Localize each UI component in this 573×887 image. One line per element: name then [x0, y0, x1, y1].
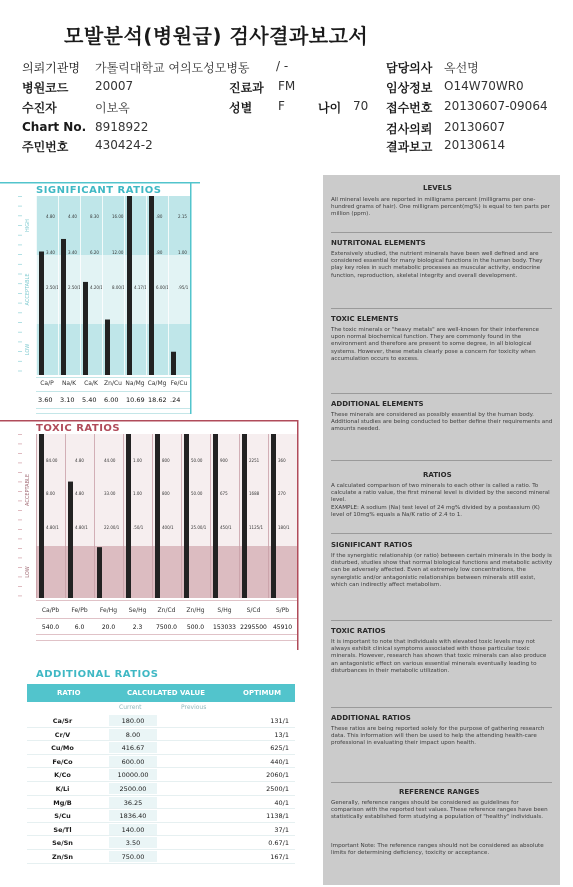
divider [331, 308, 552, 309]
request-value: 20130607 [444, 120, 506, 134]
dept-value: FM [278, 79, 296, 93]
sig-bar [83, 282, 88, 375]
tox-scale-mid: 800 [162, 491, 170, 496]
col-optimum: OPTIMUM [243, 689, 282, 697]
additional-ratios-title: ADDITIONAL RATIOS [36, 669, 159, 680]
sig-axis-tick [18, 342, 22, 343]
sig-zone-high [36, 196, 190, 255]
sig-axis-tick [18, 371, 22, 372]
ratio-optimum: 13/1 [274, 730, 289, 739]
sex-value: F [278, 99, 285, 113]
ratio-current: 10000.00 [109, 769, 157, 780]
tox-column-divider [210, 434, 211, 598]
sig-axis-tick [18, 245, 22, 246]
table-row [27, 741, 295, 755]
tox-bar [97, 547, 102, 598]
page-title: 모발분석(병원급) 검사결과보고서 [64, 24, 369, 48]
sig-table-line [36, 377, 190, 378]
tox-scale-mid: 33.00 [104, 491, 116, 496]
significant-ratios-title: SIGNIFICANT RATIOS [36, 185, 162, 196]
sig-bar [149, 196, 154, 375]
additional-table-body [27, 714, 295, 864]
sig-category-label: Zn/Cu [104, 380, 122, 387]
tox-axis-tick [18, 463, 22, 464]
sig-value-label: 10.69 [126, 396, 145, 404]
sig-axis-tick [18, 264, 22, 265]
sub-previous: Previous [181, 704, 207, 711]
ratio-current: 416.67 [109, 742, 157, 753]
tox-axis-tick [18, 529, 22, 530]
sig-zone-label: LOW [25, 343, 31, 356]
sig-scale-high: 4.80 [46, 214, 55, 219]
significant-info-title: SIGNIFICANT RATIOS [331, 541, 413, 549]
tox-scale-top: 2251 [249, 458, 260, 463]
ratio-current: 36.25 [109, 797, 157, 808]
chart-no-label: Chart No. [22, 120, 87, 134]
sig-category-label: Ca/P [40, 380, 54, 387]
tox-table-line [36, 618, 297, 619]
tox-axis-tick [18, 558, 22, 559]
ratio-name: Fe/Co [52, 757, 73, 766]
additional-ratios-table [27, 684, 295, 864]
ratio-name: K/Co [54, 771, 71, 780]
tox-scale-mid: 8.00 [46, 491, 55, 496]
tox-table-line [36, 634, 297, 635]
sig-value-label: 3.10 [60, 396, 75, 404]
table-row [27, 809, 295, 823]
nutritional-title: NUTRITONAL ELEMENTS [331, 239, 426, 247]
ratio-current: 2500.00 [109, 783, 157, 794]
sig-category-label: Ca/Mg [147, 380, 167, 387]
receipt-value: 20130607-09064 [444, 99, 548, 113]
toxic-elements-title: TOXIC ELEMENTS [331, 315, 399, 323]
table-row [27, 850, 295, 864]
tox-bar [39, 434, 44, 598]
toxic-info-text: It is important to note that individuals with elevated toxic levels may not always exhibit clinical symptoms associated with those particular toxic minerals. However, research has shown that toxic minerals can also produce an antagonistic effect on various essential minerals eventually leading to disturbances in their metabolic utilization. [331, 639, 547, 674]
ratio-name: Se/Sn [52, 839, 73, 848]
reference-title: REFERENCE RANGES [399, 788, 480, 796]
sig-axis-tick [18, 312, 22, 313]
tox-table-line [36, 600, 297, 601]
important-note: Important Note: The reference ranges should not be considered as absolute limits for determining deficiency, toxicity or acceptance. [331, 843, 544, 857]
toxic-info-title: TOXIC RATIOS [331, 627, 386, 635]
sig-column-divider [102, 196, 103, 375]
levels-text: All mineral levels are reported in milligrams percent (milligrams per one-hundred grams of hair). One milligram percent(mg%) is equal to ten parts per million (ppm). [331, 197, 550, 218]
table-row [27, 823, 295, 837]
tox-scale-low: 4.80/1 [46, 525, 59, 530]
levels-title: LEVELS [423, 184, 452, 192]
ratio-current: 600.00 [109, 756, 157, 767]
sig-axis-tick [18, 332, 22, 333]
sig-category-label: Na/K [61, 380, 77, 387]
tox-scale-top: 800 [162, 458, 170, 463]
ratio-current: 180.00 [109, 715, 157, 726]
tox-scale-top: 360 [278, 458, 286, 463]
sig-scale-mid: 3.40 [46, 250, 55, 255]
tox-value-label: 2295500 [240, 624, 267, 631]
tox-zone-label: ACCEPTABLE [25, 474, 31, 506]
ratio-optimum: 131/1 [270, 717, 289, 725]
ratio-optimum: 0.67/1 [268, 839, 289, 848]
tox-value-label: 153033 [213, 624, 236, 631]
request-label: 검사의뢰 [386, 122, 433, 136]
sig-scale-high: 2.15 [178, 214, 187, 219]
tox-bar [68, 482, 73, 598]
ratio-current: 1836.40 [109, 810, 157, 821]
sig-bar [171, 352, 176, 375]
sig-category-label: Fe/Cu [170, 380, 188, 387]
tox-scale-top: 84.00 [46, 458, 58, 463]
ratios-text: A calculated comparison of two minerals to each other is called a ratio. To calculate a ratio value, the first mineral level is divided by the second mineral level. [331, 483, 550, 504]
tox-category-label: S/Hg [217, 607, 232, 614]
tox-axis-tick [18, 577, 22, 578]
tox-bar [155, 434, 160, 598]
sig-table-line [36, 413, 190, 414]
divider [331, 533, 552, 534]
ratio-optimum: 2500/1 [266, 784, 289, 793]
ratios-example: EXAMPLE: A sodium (Na) test level of 24 mg% divided by a postassium (K) level of 10mg% equals a Na/K ratio of 2.4 to 1. [331, 505, 540, 519]
divider [331, 620, 552, 621]
tox-table-line [36, 640, 297, 641]
tox-axis-tick [18, 510, 22, 511]
report-label: 결과보고 [386, 140, 433, 154]
tox-value-label: 500.0 [186, 624, 205, 631]
sig-column-divider [58, 196, 59, 375]
significant-info-text: If the synergistic relationship (or ratio) between certain minerals in the body is disturbed, studies show that normal biological functions and metabolic activity can be adversely affected. Even at extremely low concentrations, the synergistic and/or antagonistic relationships between minerals still exist, which can indirectly affect metabolism. [331, 553, 553, 588]
sig-table-line [36, 391, 190, 392]
ratio-current: 750.00 [109, 851, 157, 862]
sig-scale-high: 4.40 [68, 214, 77, 219]
sig-axis-tick [18, 361, 22, 362]
tox-axis-tick [18, 501, 22, 502]
divider [331, 707, 552, 708]
tox-scale-top: 1.00 [133, 458, 142, 463]
sig-value-label: 18.62 [148, 396, 167, 404]
tox-scale-mid: 4.80 [75, 491, 84, 496]
sig-scale-mid: 12.00 [112, 250, 124, 255]
ratio-optimum: 167/1 [270, 852, 289, 861]
ratio-name: K/Li [55, 784, 70, 793]
sig-column-divider [168, 196, 169, 375]
sig-bar [105, 320, 110, 375]
tox-value-label: 45910 [272, 624, 293, 631]
info-panel [323, 175, 560, 885]
sig-scale-mid: 6.20 [90, 250, 99, 255]
toxic-elements-text: The toxic minerals or "heavy metals" are well-known for their interference upon normal biochemical function. They are commonly found in the environment and therefore are present to some degree, in all biological systems. However, these metals clearly pose a concern for toxicity when accumulation occurs to excess. [331, 327, 540, 362]
sig-scale-high: .80 [156, 214, 163, 219]
tox-category-label: Fe/Hg [99, 607, 118, 614]
tox-value-label: 20.0 [101, 624, 116, 631]
sig-bar [127, 196, 132, 375]
sig-value-label: .24 [170, 396, 181, 404]
toxic-ratios-title: TOXIC RATIOS [36, 423, 121, 434]
tox-category-label: Zn/Hg [186, 607, 205, 614]
additional-elements-text: These minerals are considered as possibly essential by the human body. Additional studies are being conducted to better define their requirements and amounts needed. [331, 412, 553, 433]
sig-axis-tick [18, 351, 22, 352]
tox-scale-low: 1125/1 [249, 525, 264, 530]
tox-axis-tick [18, 453, 22, 454]
sig-axis-tick [18, 322, 22, 323]
sig-frame-top [0, 182, 200, 184]
sig-scale-ideal: 2.50/1 [68, 285, 81, 290]
tox-scale-top: 50.00 [191, 458, 203, 463]
ratio-name: Zn/Sn [51, 852, 74, 861]
sig-axis-tick [18, 225, 22, 226]
sig-column-divider [36, 196, 37, 375]
divider [331, 460, 552, 461]
sig-scale-ideal: 8.00/1 [112, 285, 125, 290]
ratio-optimum: 2060/1 [266, 771, 289, 780]
sig-axis-tick [18, 235, 22, 236]
tox-value-label: 7500.0 [156, 624, 177, 631]
slash-value: / - [276, 59, 289, 73]
tox-scale-mid: 1.00 [133, 491, 142, 496]
id-number-label: 주민번호 [22, 140, 69, 154]
tox-axis-tick [18, 596, 22, 597]
tox-value-label: 6.0 [74, 624, 85, 631]
sig-axis-tick [18, 215, 22, 216]
institution-label: 의뢰기관명 [22, 61, 80, 75]
tox-frame-right [297, 420, 299, 650]
sig-value-label: 3.60 [38, 396, 53, 404]
doctor-label: 담당의사 [386, 61, 433, 75]
additional-table-subheader [27, 702, 295, 714]
additional-info-text: These ratios are being reported solely for the purpose of gathering research data. This information will then be used to help the attending health-care professional in evaluating their impact upon health. [331, 726, 545, 747]
table-row [27, 755, 295, 769]
sig-zone-label: ACCEPTABLE [25, 273, 31, 306]
sig-scale-ideal: .95/1 [178, 285, 189, 290]
table-row [27, 728, 295, 742]
sig-axis-tick [18, 254, 22, 255]
tox-category-label: Se/Hg [128, 607, 147, 614]
tox-scale-top: 900 [220, 458, 228, 463]
sig-column-divider [80, 196, 81, 375]
clinical-label: 임상정보 [386, 81, 433, 95]
tox-axis-tick [18, 586, 22, 587]
tox-scale-top: 44.00 [104, 458, 116, 463]
tox-scale-top: 4.80 [75, 458, 84, 463]
dept-label: 진료과 [229, 81, 264, 95]
report-value: 20130614 [444, 138, 506, 152]
tox-axis-tick [18, 539, 22, 540]
sig-scale-mid: .80 [156, 250, 163, 255]
reference-text: Generally, reference ranges should be considered as guidelines for comparison with the reported test values. These reference ranges have been statistically established form studying a population of "healthy" individuals. [331, 800, 548, 821]
tox-value-label: 2.3 [132, 624, 143, 631]
sig-axis-tick [18, 196, 22, 197]
tox-value-label: 540.0 [41, 624, 60, 631]
tox-column-divider [152, 434, 153, 598]
tox-column-divider [268, 434, 269, 598]
tox-scale-mid: 1688 [249, 491, 260, 496]
tox-axis-tick [18, 548, 22, 549]
ratio-current: 8.00 [109, 729, 157, 740]
tox-bar [184, 434, 189, 598]
tox-scale-low: 22.00/1 [104, 525, 120, 530]
sig-category-label: Ca/K [84, 380, 98, 387]
tox-scale-mid: 675 [220, 491, 228, 496]
age-value: 70 [353, 99, 369, 113]
chart-no-value: 8918922 [95, 120, 149, 134]
ratio-name: S/Cu [54, 812, 71, 821]
tox-category-label: S/Pb [275, 607, 290, 614]
tox-axis-tick [18, 567, 22, 568]
additional-info-title: ADDITIONAL RATIOS [331, 714, 411, 722]
tox-column-divider [36, 434, 37, 598]
ratio-optimum: 1138/1 [266, 812, 289, 821]
col-calculated: CALCULATED VALUE [127, 689, 206, 697]
sig-axis-tick [18, 293, 22, 294]
sig-scale-ideal: 2.50/1 [46, 285, 59, 290]
tox-column-divider [123, 434, 124, 598]
tox-scale-low: 180/1 [278, 525, 290, 530]
receipt-label: 접수번호 [386, 101, 433, 115]
tox-column-divider [239, 434, 240, 598]
sig-value-label: 6.00 [104, 396, 119, 404]
sig-table-line [36, 408, 190, 409]
tox-column-divider [65, 434, 66, 598]
table-row [27, 782, 295, 796]
sig-scale-ideal: 4.20/1 [90, 285, 103, 290]
tox-axis-tick [18, 482, 22, 483]
additional-table-header [27, 684, 295, 702]
table-row [27, 714, 295, 728]
sig-value-label: 5.40 [82, 396, 97, 404]
patient-label: 수진자 [22, 101, 57, 115]
tox-column-divider [181, 434, 182, 598]
id-number-value: 430424-2 [95, 138, 153, 152]
tox-scale-mid: 270 [278, 491, 286, 496]
tox-bar [213, 434, 218, 598]
patient-value: 이보옥 [95, 101, 130, 115]
tox-scale-low: .50/1 [133, 525, 144, 530]
institution-value: 가톨릭대학교 여의도성모병동 [95, 61, 250, 75]
tox-bar [126, 434, 131, 598]
sig-scale-high: 8.30 [90, 214, 99, 219]
tox-category-label: S/Cd [246, 607, 261, 614]
sig-axis-tick [18, 303, 22, 304]
tox-scale-low: 25.00/1 [191, 525, 207, 530]
sig-scale-mid: 1.00 [178, 250, 187, 255]
additional-elements-title: ADDITIONAL ELEMENTS [331, 400, 424, 408]
tox-axis-tick [18, 520, 22, 521]
col-ratio: RATIO [57, 689, 81, 697]
tox-scale-low: 450/1 [220, 525, 232, 530]
tox-bar [271, 434, 276, 598]
ratios-title: RATIOS [423, 471, 452, 479]
age-label: 나이 [318, 101, 342, 115]
hospital-code-label: 병원코드 [22, 81, 69, 95]
sig-axis-tick [18, 206, 22, 207]
sig-axis-tick [18, 274, 22, 275]
tox-column-divider [94, 434, 95, 598]
tox-category-label: Ca/Pb [41, 607, 60, 614]
ratio-optimum: 440/1 [270, 757, 289, 766]
sig-zone-label: HIGH [25, 219, 31, 232]
tox-scale-low: 400/1 [162, 525, 174, 530]
sig-bar [39, 251, 44, 375]
sig-scale-ideal: 4.17/1 [134, 285, 147, 290]
tox-scale-low: 4.80/1 [75, 525, 88, 530]
divider [331, 782, 552, 783]
ratio-current: 3.50 [109, 837, 157, 848]
ratio-name: Ca/Sr [52, 717, 73, 725]
ratio-optimum: 37/1 [274, 825, 289, 834]
significant-ratios-chart [0, 180, 305, 420]
tox-bar [242, 434, 247, 598]
tox-category-label: Zn/Cd [157, 607, 176, 614]
table-row [27, 836, 295, 850]
sig-scale-ideal: 6.00/1 [156, 285, 169, 290]
tox-axis-tick [18, 491, 22, 492]
tox-axis-tick [18, 444, 22, 445]
ratio-name: Mg/B [53, 798, 72, 807]
tox-category-label: Fe/Pb [71, 607, 88, 614]
sub-current: Current [119, 704, 142, 711]
clinical-value: O14W70WR0 [444, 79, 524, 93]
toxic-ratios-chart [0, 418, 305, 663]
sig-axis-tick [18, 283, 22, 284]
ratio-optimum: 40/1 [274, 798, 289, 807]
ratio-optimum: 625/1 [270, 744, 289, 753]
sig-frame-right [190, 182, 192, 414]
ratio-name: Se/Tl [53, 825, 72, 834]
table-row [27, 768, 295, 782]
tox-axis-tick [18, 472, 22, 473]
tox-frame-top [0, 420, 297, 422]
sig-scale-high: 16.00 [112, 214, 124, 219]
sig-column-divider [124, 196, 125, 375]
doctor-value: 옥선명 [444, 61, 479, 75]
sig-category-label: Na/Mg [125, 380, 145, 387]
sig-bar [61, 239, 66, 375]
divider [331, 232, 552, 233]
table-row [27, 796, 295, 810]
sig-scale-mid: 3.40 [68, 250, 77, 255]
sig-zone-low [36, 324, 190, 375]
divider [331, 393, 552, 394]
sig-column-divider [146, 196, 147, 375]
hospital-code-value: 20007 [95, 79, 134, 93]
tox-zone-low [36, 546, 297, 598]
sex-label: 성별 [229, 101, 253, 115]
ratio-name: Cu/Mo [51, 744, 74, 753]
tox-scale-mid: 50.00 [191, 491, 203, 496]
ratio-name: Cr/V [54, 730, 71, 739]
nutritional-text: Extensively studied, the nutrient minerals have been well defined and are considered essential for many biological functions in the human body. They play key roles in such metabolic processes as muscular activity, endocrine function, reproduction, skeletal integrity and overall development. [331, 251, 543, 279]
tox-axis-tick [18, 434, 22, 435]
ratio-current: 140.00 [109, 824, 157, 835]
tox-zone-label: LOW [25, 566, 31, 578]
